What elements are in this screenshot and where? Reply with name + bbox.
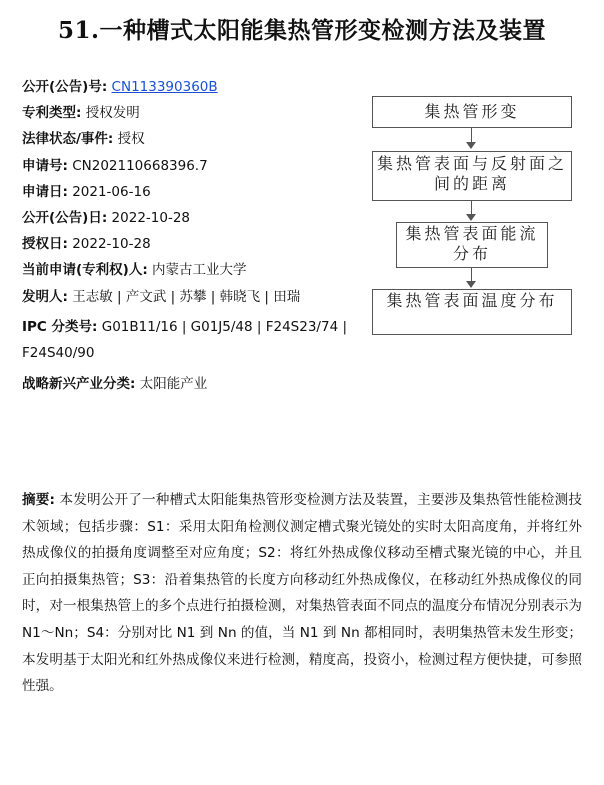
field-value: 内蒙古工业大学 <box>152 262 247 279</box>
field-publication-number <box>22 78 357 96</box>
field-publication-date <box>22 209 357 227</box>
field-label: IPC 分类号: <box>22 318 98 335</box>
flow-step-temperature: 集热管表面温度分布 <box>372 289 572 335</box>
field-patent-type <box>22 104 357 122</box>
page-title: 51.一种槽式太阳能集热管形变检测方法及装置 <box>57 17 546 44</box>
field-label: 申请日: <box>22 183 68 200</box>
flow-step-distance: 集热管表面与反射面之间的距离 <box>372 151 572 201</box>
field-label: 公开(公告)号: <box>22 79 108 95</box>
field-value: 2022-10-28 <box>72 236 151 253</box>
field-value: 太阳能产业 <box>139 375 208 392</box>
field-application-date <box>22 183 357 201</box>
field-grant-date <box>22 235 357 253</box>
field-label: 当前申请(专利权)人: <box>22 262 148 279</box>
field-value: 授权发明 <box>85 105 140 122</box>
flow-arrow <box>471 268 472 282</box>
flow-arrowhead <box>466 281 476 288</box>
flow-arrowhead <box>466 142 476 149</box>
field-value: CN202110668396.7 <box>72 157 208 174</box>
field-application-number <box>22 157 357 175</box>
abstract <box>22 487 582 700</box>
field-label: 战略新兴产业分类: <box>22 375 136 392</box>
field-value: 王志敏 | 产文武 | 苏攀 | 韩晓飞 | 田瑞 <box>72 288 301 305</box>
field-value: 授权 <box>117 131 145 148</box>
field-label: 授权日: <box>22 236 68 253</box>
flow-step-energy-flux: 集热管表面能流分布 <box>396 222 548 268</box>
field-label: 法律状态/事件: <box>22 131 114 148</box>
flow-arrow <box>471 128 472 143</box>
field-inventors <box>22 288 357 306</box>
field-label: 专利类型: <box>22 105 82 122</box>
field-value: 2021-06-16 <box>72 183 151 200</box>
field-value: G01B11/16 | G01J5/48 | F24S23/74 | F24S40/90 <box>22 318 347 362</box>
field-applicant <box>22 261 357 279</box>
patent-metadata <box>22 78 357 401</box>
field-label: 发明人: <box>22 288 68 305</box>
field-industry <box>22 375 357 393</box>
abstract-label: 摘要: <box>22 492 55 508</box>
abstract-text: 本发明公开了一种槽式太阳能集热管形变检测方法及装置，主要涉及集热管性能检测技术领域；包括步骤：S1：采用太阳角检测仪测定槽式聚光镜处的实时太阳高度角，并将红外热成像仪的拍摄角度调整至对应角度；S2：将红外热成像仪移动至槽式聚光镜的中心，并且正向拍摄集热管；S3：沿着集热管的长度方向移动红外热成像仪，在移动红外热成像仪的同时，对一根集热管上的多个点进行拍摄检测，对集热管表面不同点的温度分布情况分别表示为 N1～Nn；S4：分别对比 N1 到 Nn 的值，当 N1 到 Nn 都相同时，表明集热管未发生形变；本发明基于太阳光和红外热成像仪来进行检测，精度高，投资小，检测过程方便快捷，可参照性强。 <box>22 492 582 695</box>
field-label: 申请号: <box>22 157 68 174</box>
flow-step-deformation: 集热管形变 <box>372 96 572 128</box>
field-ipc <box>22 314 357 367</box>
flow-arrow <box>471 201 472 215</box>
publication-number-link[interactable]: CN113390360B <box>111 79 218 95</box>
field-label: 公开(公告)日: <box>22 209 108 226</box>
field-value: 2022-10-28 <box>111 209 191 226</box>
field-legal-status <box>22 130 357 148</box>
flow-arrowhead <box>466 214 476 221</box>
